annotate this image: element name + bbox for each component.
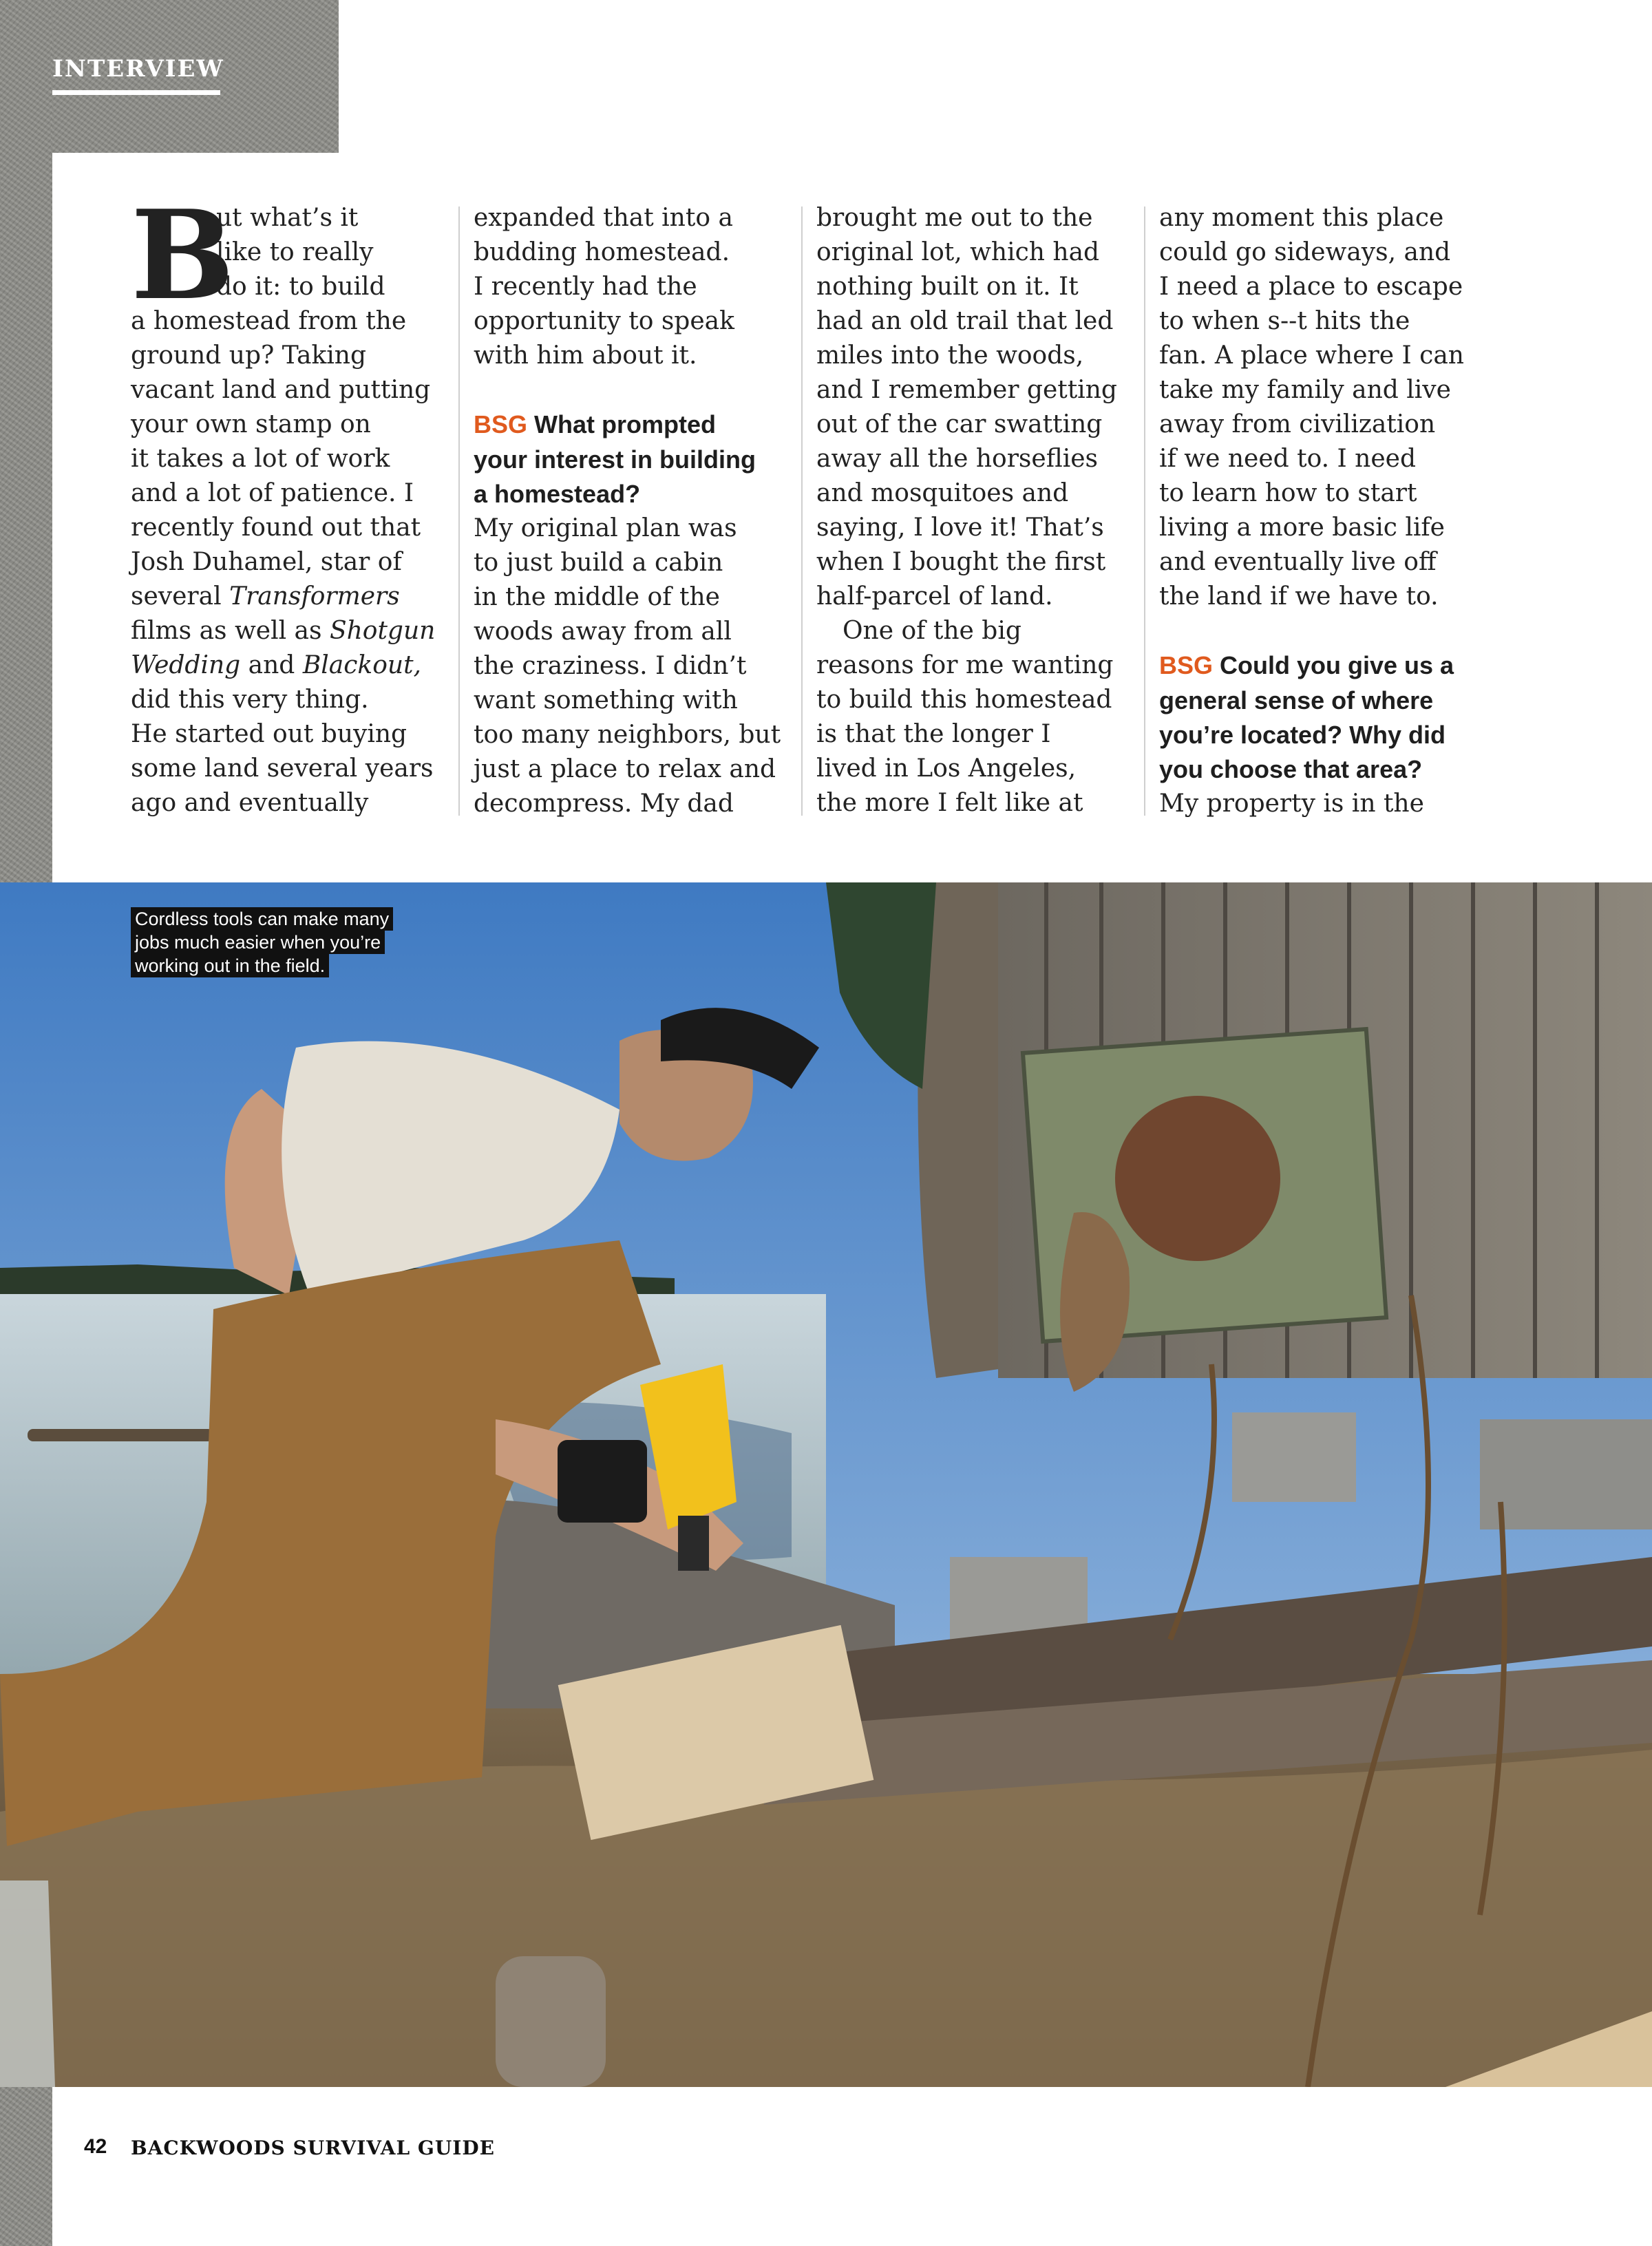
text-line: original lot, which had	[816, 238, 1100, 266]
magazine-name: BACKWOODS SURVIVAL GUIDE	[131, 2137, 495, 2159]
text-line: some land several years	[131, 754, 434, 783]
question-text: Could you give us a	[1213, 651, 1454, 679]
text-line: the land if we have to.	[1159, 582, 1439, 611]
text-line: lived in Los Angeles,	[816, 754, 1077, 783]
text-line: to build this homestead	[816, 686, 1112, 714]
text-line: budding homestead.	[474, 238, 730, 266]
cinder-block	[1480, 1419, 1652, 1529]
caption-line: working out in the field.	[131, 954, 329, 977]
text-line: nothing built on it. It	[816, 273, 1079, 301]
text-line: could go sideways, and	[1159, 238, 1451, 266]
question-line: you choose that area?	[1159, 755, 1423, 783]
text-line: expanded that into a	[474, 204, 733, 232]
text-line: half-parcel of land.	[816, 582, 1053, 611]
text-line: any moment this place	[1159, 204, 1444, 232]
text-line: your own stamp on	[131, 410, 371, 438]
question-line: general sense of where	[1159, 686, 1434, 714]
text-line: woods away from all	[474, 617, 732, 646]
article-column-4	[1159, 201, 1476, 820]
drop-cap: B	[131, 183, 235, 327]
text-line: take my family and live	[1159, 376, 1451, 404]
text-line: One of the big	[843, 617, 1021, 645]
film-title: Wedding	[131, 651, 241, 679]
text-line: and a lot of patience. I	[131, 479, 414, 507]
text-line: recently found out that	[131, 513, 421, 542]
text-line: away from civilization	[1159, 410, 1436, 438]
text-line	[131, 614, 447, 648]
section-label-underline	[52, 90, 220, 95]
text-line: living a more basic life	[1159, 513, 1445, 542]
text-run: and	[240, 651, 303, 679]
question-line: a homestead?	[474, 480, 641, 508]
text-line	[131, 648, 447, 683]
drill-battery	[558, 1440, 647, 1523]
text-line: the craziness. I didn’t	[474, 652, 747, 680]
question-line	[474, 407, 790, 443]
text-line: just a place to relax and	[474, 755, 776, 783]
paragraph-gap	[474, 373, 790, 407]
column-divider	[801, 206, 803, 816]
text-line: reasons for me wanting	[816, 651, 1114, 679]
text-line: do it: to build	[216, 273, 385, 301]
text-line: miles into the woods,	[816, 341, 1084, 370]
section-label: INTERVIEW	[52, 55, 224, 83]
text-line: ago and eventually	[131, 789, 369, 817]
text-line: and mosquitoes and	[816, 479, 1069, 507]
text-line: My property is in the	[1159, 790, 1424, 818]
stump	[496, 1956, 606, 2087]
text-line: to learn how to start	[1159, 479, 1417, 507]
text-line: I need a place to escape	[1159, 273, 1463, 301]
question-line	[1159, 648, 1476, 684]
film-title: Blackout,	[302, 651, 421, 679]
text-line: He started out buying	[131, 720, 407, 748]
article-column-2	[474, 201, 790, 820]
text-line	[131, 580, 447, 614]
text-line: want something with	[474, 686, 738, 714]
text-line: away all the horseflies	[816, 445, 1099, 473]
bsg-tag: BSG	[1159, 651, 1214, 679]
jar	[0, 1881, 55, 2087]
text-line: Josh Duhamel, star of	[131, 548, 402, 576]
text-line: vacant land and putting	[131, 376, 431, 404]
text-line: if we need to. I need	[1159, 445, 1417, 473]
text-line: the more I felt like at	[816, 789, 1083, 817]
text-line: had an old trail that led	[816, 307, 1114, 335]
driftwood-log	[28, 1429, 213, 1441]
header-white-panel	[339, 0, 1652, 153]
question-text: What prompted	[527, 410, 716, 438]
paragraph-gap	[1159, 614, 1476, 648]
column-divider	[458, 206, 460, 816]
text-line: to just build a cabin	[474, 549, 723, 577]
cinder-block	[1232, 1412, 1356, 1502]
article-photo	[0, 882, 1652, 2087]
text-line: brought me out to the	[816, 204, 1093, 232]
text-line: My original plan was	[474, 514, 737, 542]
text-line: when I bought the first	[816, 548, 1106, 576]
film-title: Shotgun	[329, 617, 436, 645]
page-number: 42	[84, 2135, 107, 2158]
text-line: saying, I love it! That’s	[816, 513, 1104, 542]
text-line: and eventually live off	[1159, 548, 1437, 576]
text-line: like to really	[216, 238, 374, 266]
text-line: fan. A place where I can	[1159, 341, 1464, 370]
text-run: several	[131, 582, 230, 611]
bsg-tag: BSG	[474, 410, 528, 438]
caption-line: jobs much easier when you’re	[131, 931, 385, 954]
article-column-3	[816, 201, 1133, 820]
text-line: a homestead from the	[131, 307, 407, 335]
text-line: out of the car swatting	[816, 410, 1103, 438]
question-line: you’re located? Why did	[1159, 721, 1446, 749]
caption-line: Cordless tools can make many	[131, 907, 393, 931]
article-column-1	[131, 183, 447, 820]
text-line: and I remember getting	[816, 376, 1117, 404]
text-line: too many neighbors, but	[474, 721, 781, 749]
text-line: in the middle of the	[474, 583, 720, 611]
photo-caption	[131, 907, 447, 977]
text-line: with him about it.	[474, 341, 697, 370]
text-line: decompress. My dad	[474, 790, 734, 818]
question-line: your interest in building	[474, 445, 756, 474]
column-divider	[1144, 206, 1145, 816]
text-line: ground up? Taking	[131, 341, 366, 370]
text-line: it takes a lot of work	[131, 445, 390, 473]
stove-emblem	[1115, 1096, 1280, 1261]
text-run: films as well as	[131, 617, 330, 645]
text-line: opportunity to speak	[474, 307, 734, 335]
text-line: to when s--t hits the	[1159, 307, 1410, 335]
drill-chuck	[678, 1516, 709, 1571]
text-line: is that the longer I	[816, 720, 1051, 748]
text-line: I recently had the	[474, 273, 697, 301]
text-line: did this very thing.	[131, 686, 369, 714]
film-title: Transformers	[229, 582, 400, 611]
text-line: ut what’s it	[216, 204, 359, 232]
